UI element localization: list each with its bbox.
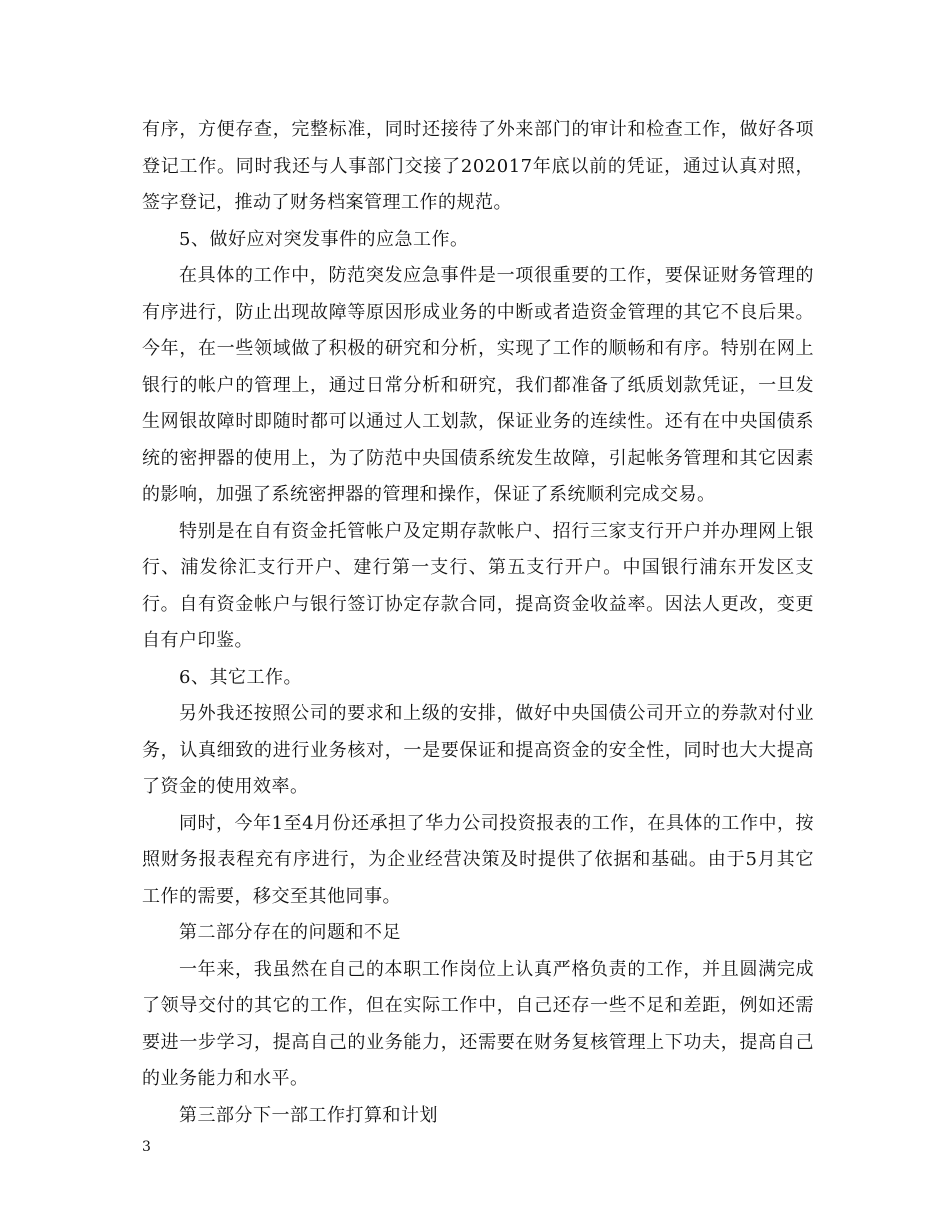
heading-other-work: 6、其它工作。 [179,666,302,688]
document-body [142,112,814,1134]
paragraph-investment-reports: 同时，今年1至4月份还承担了华力公司投资报表的工作，在具体的工作中，按照财务报表程充有序进行，为企业经营决策及时提供了依据和基础。由于5月其它工作的需要，移交至其他同事。 [142,812,814,907]
paragraph-shortcomings: 一年来，我虽然在自己的本职工作岗位上认真严格负责的工作，并且圆满完成了领导交付的其它的工作，但在实际工作中，自己还存一些不足和差距，例如还需要进一步学习，提高自己的业务能力，还需要在财务复核管理上下功夫，提高自己的业务能力和水平。 [142,958,814,1089]
heading-part-two-problems: 第二部分存在的问题和不足 [179,922,401,943]
paragraph-account-opening: 特别是在自有资金托管帐户及定期存款帐户、招行三家支行开户并办理网上银行、浦发徐汇支行开户、建行第一支行、第五支行开户。中国银行浦东开发区支行。自有资金帐户与银行签订协定存款合同，提高资金收益率。因法人更改，变更自有户印鉴。 [142,520,814,651]
paragraph-bond-settlement: 另外我还按照公司的要求和上级的安排，做好中央国债公司开立的券款对付业务，认真细致的进行业务核对，一是要保证和提高资金的安全性，同时也大大提高了资金的使用效率。 [142,703,814,797]
heading-part-three-plans: 第三部分下一部工作打算和计划 [179,1104,438,1126]
paragraph-emergency-prevention: 在具体的工作中，防范突发应急事件是一项很重要的工作，要保证财务管理的有序进行，防止出现故障等原因形成业务的中断或者造资金管理的其它不良后果。今年，在一些领域做了积极的研究和分析，实现了工作的顺畅和有序。特别在网上银行的帐户的管理上，通过日常分析和研究，我们都准备了纸质划款凭证，一旦发生网银故障时即随时都可以通过人工划款，保证业务的连续性。还有在中央国债系统的密押器的使用上，为了防范中央国债系统发生故障，引起帐务管理和其它因素的影响，加强了系统密押器的管理和操作，保证了系统顺利完成交易。 [142,265,814,505]
page-number: 3 [142,1139,151,1155]
paragraph-archive-management: 有序，方便存查，完整标准，同时还接待了外来部门的审计和检查工作，做好各项登记工作。同时我还与人事部门交接了202017年底以前的凭证，通过认真对照，签字登记，推动了财务档案管理工作的规范。 [142,119,814,213]
heading-emergency-work: 5、做好应对突发事件的应急工作。 [179,228,469,250]
